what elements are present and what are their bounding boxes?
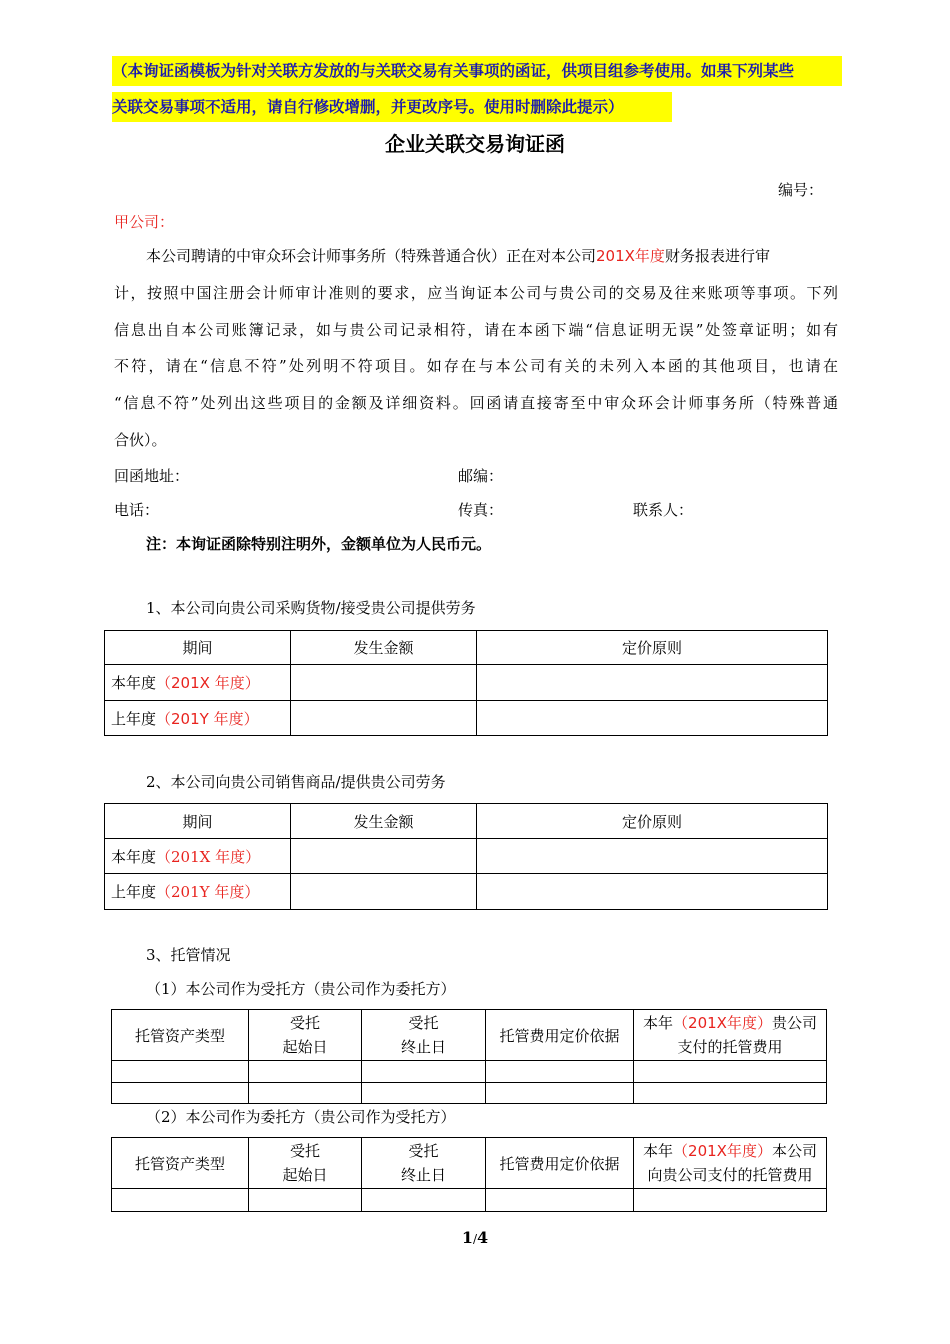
period-prefix: 上年度 bbox=[111, 709, 157, 728]
cell[interactable] bbox=[486, 1061, 634, 1083]
fee-label-a: 本年 bbox=[643, 1014, 674, 1032]
body-line-1-b: 财务报表进行审 bbox=[664, 247, 770, 265]
table-row bbox=[112, 1061, 827, 1083]
end-label-1: 受托 bbox=[408, 1014, 439, 1032]
table-header-row bbox=[105, 631, 828, 665]
amount-cell[interactable] bbox=[291, 701, 477, 736]
notice-line-1: （本询证函模板为针对关联方发放的与关联交易有关事项的函证，供项目组参考使用。如果下列某些 bbox=[112, 56, 842, 86]
section3-sub1-heading: （1）本公司作为受托方（贵公司作为委托方） bbox=[146, 980, 456, 998]
period-cell bbox=[105, 701, 291, 736]
cell[interactable] bbox=[112, 1061, 249, 1083]
end-label-1: 受托 bbox=[408, 1142, 439, 1160]
col-amount: 发生金额 bbox=[291, 631, 477, 665]
start-label-1: 受托 bbox=[289, 1014, 320, 1032]
fax-label: 传真： bbox=[458, 501, 504, 519]
fee-label-2: 支付的托管费用 bbox=[677, 1038, 783, 1056]
section2-table bbox=[104, 803, 828, 910]
end-label-2: 终止日 bbox=[400, 1038, 446, 1056]
pricing-cell[interactable] bbox=[477, 665, 828, 701]
section3-heading: 3、托管情况 bbox=[146, 946, 231, 964]
cell[interactable] bbox=[486, 1083, 634, 1104]
body-paragraph bbox=[114, 238, 838, 459]
period-cell bbox=[105, 839, 291, 874]
col-pricing: 定价原则 bbox=[477, 631, 828, 665]
table-header-row bbox=[112, 1138, 827, 1189]
period-cell bbox=[105, 874, 291, 910]
cell[interactable] bbox=[362, 1189, 486, 1212]
pricing-cell[interactable] bbox=[477, 839, 828, 874]
cell[interactable] bbox=[112, 1083, 249, 1104]
col-end-date bbox=[362, 1138, 486, 1189]
table-row bbox=[112, 1189, 827, 1212]
page-total: 4 bbox=[477, 1228, 489, 1247]
body-line-1-a: 本公司聘请的中审众环会计师事务所（特殊普通合伙）正在对本公司 bbox=[146, 247, 597, 265]
col-pricing-basis: 托管费用定价依据 bbox=[486, 1138, 634, 1189]
body-line-6: 合伙）。 bbox=[114, 430, 167, 449]
col-period: 期间 bbox=[105, 804, 291, 839]
page-title: 企业关联交易询证函 bbox=[385, 132, 565, 156]
col-amount: 发生金额 bbox=[291, 804, 477, 839]
cell[interactable] bbox=[486, 1189, 634, 1212]
fee-label-2: 向贵公司支付的托管费用 bbox=[647, 1166, 813, 1184]
col-asset-type: 托管资产类型 bbox=[112, 1138, 249, 1189]
col-fee bbox=[634, 1010, 827, 1061]
phone-label: 电话： bbox=[114, 501, 160, 519]
cell[interactable] bbox=[634, 1083, 827, 1104]
period-year: （201X 年度） bbox=[156, 674, 260, 692]
col-fee bbox=[634, 1138, 827, 1189]
start-label-2: 起始日 bbox=[282, 1038, 328, 1056]
cell[interactable] bbox=[362, 1083, 486, 1104]
table-row bbox=[105, 701, 828, 736]
cell[interactable] bbox=[112, 1189, 249, 1212]
page-separator: / bbox=[472, 1232, 478, 1246]
body-line-1 bbox=[114, 238, 838, 275]
section3-sub2-heading: （2）本公司作为委托方（贵公司作为受托方） bbox=[146, 1108, 456, 1126]
body-line-4: 不符，请在“信息不符”处列明不符项目。如存在与本公司有关的未列入本函的其他项目，也请在 bbox=[114, 357, 838, 376]
custody-table-1 bbox=[111, 1009, 827, 1104]
fee-label-b: 贵公司 bbox=[771, 1014, 817, 1032]
period-year: （201Y 年度） bbox=[156, 709, 259, 728]
section2-heading: 2、本公司向贵公司销售商品/提供贵公司劳务 bbox=[146, 773, 446, 791]
custody-table-2 bbox=[111, 1137, 827, 1212]
col-end-date bbox=[362, 1010, 486, 1061]
addressee: 甲公司： bbox=[114, 213, 175, 231]
start-label-2: 起始日 bbox=[282, 1166, 328, 1184]
number-label: 编号： bbox=[778, 181, 824, 199]
cell[interactable] bbox=[249, 1083, 362, 1104]
period-prefix: 上年度 bbox=[111, 883, 157, 901]
col-start-date bbox=[249, 1010, 362, 1061]
return-address-label: 回函地址： bbox=[114, 467, 190, 485]
table-row bbox=[105, 665, 828, 701]
col-start-date bbox=[249, 1138, 362, 1189]
end-label-2: 终止日 bbox=[400, 1166, 446, 1184]
fee-year: （201X年度） bbox=[673, 1142, 772, 1160]
fee-year: （201X年度） bbox=[673, 1014, 772, 1032]
col-pricing-basis: 托管费用定价依据 bbox=[486, 1010, 634, 1061]
postcode-label: 邮编： bbox=[458, 467, 504, 485]
cell[interactable] bbox=[362, 1061, 486, 1083]
page-current: 1 bbox=[461, 1228, 473, 1247]
period-year: （201Y 年度） bbox=[156, 883, 260, 901]
cell[interactable] bbox=[249, 1189, 362, 1212]
cell[interactable] bbox=[249, 1061, 362, 1083]
pricing-cell[interactable] bbox=[477, 874, 828, 910]
period-cell bbox=[105, 665, 291, 701]
fee-label-b: 本公司 bbox=[771, 1142, 817, 1160]
cell[interactable] bbox=[634, 1061, 827, 1083]
body-line-3: 信息出自本公司账簿记录，如与贵公司记录相符，请在本函下端“信息证明无误”处签章证明；如有 bbox=[114, 320, 838, 339]
section1-table bbox=[104, 630, 828, 736]
section1-heading: 1、本公司向贵公司采购货物/接受贵公司提供劳务 bbox=[146, 599, 476, 617]
fee-label-a: 本年 bbox=[643, 1142, 674, 1160]
table-row bbox=[105, 839, 828, 874]
cell[interactable] bbox=[634, 1189, 827, 1212]
period-year: （201X 年度） bbox=[156, 847, 261, 866]
body-line-5: “信息不符”处列出这些项目的金额及详细资料。回函请直接寄至中审众环会计师事务所（特殊普通 bbox=[114, 394, 838, 413]
start-label-1: 受托 bbox=[289, 1142, 320, 1160]
notice-line-2: 关联交易事项不适用，请自行修改增删，并更改序号。使用时删除此提示） bbox=[112, 92, 672, 122]
body-year: 201X年度 bbox=[596, 247, 665, 265]
table-row bbox=[112, 1083, 827, 1104]
amount-cell[interactable] bbox=[291, 839, 477, 874]
period-prefix: 本年度 bbox=[111, 674, 157, 692]
col-pricing: 定价原则 bbox=[477, 804, 828, 839]
page-number bbox=[0, 1228, 950, 1247]
table-row bbox=[105, 874, 828, 910]
col-period: 期间 bbox=[105, 631, 291, 665]
body-line-2: 计，按照中国注册会计师审计准则的要求，应当询证本公司与贵公司的交易及往来账项等事项。下列 bbox=[114, 283, 838, 302]
col-asset-type: 托管资产类型 bbox=[112, 1010, 249, 1061]
table-header-row bbox=[105, 804, 828, 839]
contact-person-label: 联系人： bbox=[633, 501, 694, 519]
amount-cell[interactable] bbox=[291, 874, 477, 910]
pricing-cell[interactable] bbox=[477, 701, 828, 736]
currency-note: 注：本询证函除特别注明外，金额单位为人民币元。 bbox=[146, 535, 492, 553]
table-header-row bbox=[112, 1010, 827, 1061]
amount-cell[interactable] bbox=[291, 665, 477, 701]
period-prefix: 本年度 bbox=[111, 847, 157, 866]
